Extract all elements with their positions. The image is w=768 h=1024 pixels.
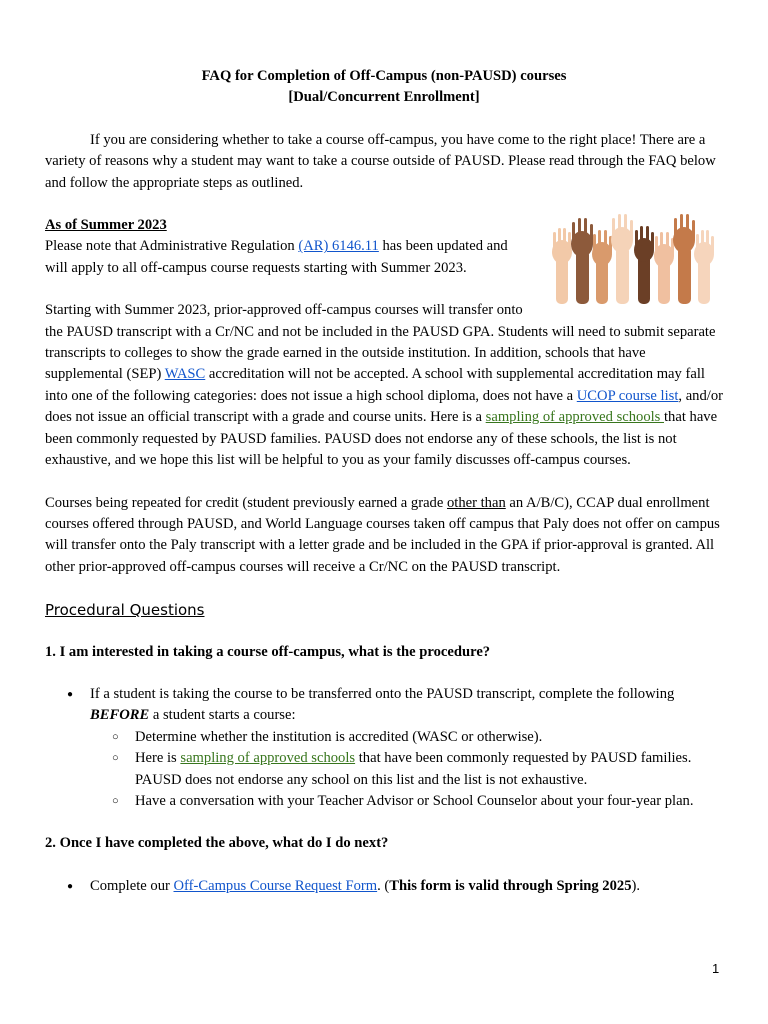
- sampling-approved-schools-link-2[interactable]: sampling of approved schools: [180, 750, 356, 767]
- repeat-courses-paragraph: Courses being repeated for credit (student previously earned a grade other than an A/B/C), CCAP dual enrollment courses offered through PAUSD, and World Language courses taken off campus that Paly does not offer on campus will transfer onto the Paly transcript with a letter grade and be included in the GPA if prior-approval is granted. All other prior-approved off-campus courses will receive a Cr/NC on the PAUSD transcript.: [45, 494, 720, 575]
- page-number: 1: [712, 961, 720, 976]
- list-item: ● If a student is taking the course to be transferred onto the PAUSD transcript, complete the following BEFORE a student starts a course: ○ Determine whether the institution is accredited (WASC or otherwise). ○ Here is sampling of approved schools that have been commonly requested by PAUSD families. PAUSD does not endorse any school on this list and the list is not exhaustive. ○ Have a conversation with your Teacher Advisor or School Counselor about your four-year plan.: [45, 684, 723, 812]
- raised-hands-icon: [552, 214, 714, 304]
- list-item: ○ Determine whether the institution is accredited (WASC or otherwise).: [90, 727, 723, 748]
- sampling-approved-schools-link[interactable]: sampling of approved schools: [485, 409, 664, 426]
- list-item: ● Complete our Off-Campus Course Request Form. (This form is valid through Spring 2025).: [45, 876, 723, 897]
- document-title-line2: [Dual/Concurrent Enrollment]: [288, 89, 480, 106]
- ucop-course-list-link[interactable]: UCOP course list: [576, 387, 679, 404]
- question-1-list: [45, 684, 723, 812]
- intro-paragraph: If you are considering whether to take a course off-campus, you have come to the right place! There are a variety of reasons why a student may want to take a course outside of PAUSD. Please read through the FAQ below and follow the appropriate steps as outlined.: [45, 131, 716, 191]
- question-2: 2. Once I have completed the above, what do I do next?: [45, 835, 389, 852]
- wasc-link[interactable]: WASC: [164, 366, 206, 383]
- question-1: 1. I am interested in taking a course off-campus, what is the procedure?: [45, 643, 491, 660]
- summer-note: Please note that Administrative Regulation (AR) 6146.11 has been updated and will apply to all off-campus course requests starting with Summer 2023.: [45, 238, 508, 276]
- question-1-sublist: [90, 727, 723, 813]
- transfer-paragraph: Starting with Summer 2023, prior-approved off-campus courses will transfer onto the PAUSD transcript with a Cr/NC and not be included in the PAUSD GPA. Students will need to submit separate transcripts to colleges to show the grade earned in the outside institution. In addition, schools that have supplemental (SEP) WASC accreditation will not be accepted. A school with supplemental accreditation may fall into one of the following categories: does not issue a high school diploma, does not have a UCOP course list, and/or does not issue an official transcript with a grade and course units. Here is a sampling of approved schools that have been commonly requested by PAUSD families. PAUSD does not endorse any of these schools, the list is not exhaustive, and we hope this list will be helpful to you as your family discusses off-campus courses.: [45, 302, 723, 469]
- document-title-line1: FAQ for Completion of Off-Campus (non-PAUSD) courses: [201, 68, 567, 84]
- list-item: ○ Here is sampling of approved schools that have been commonly requested by PAUSD families. PAUSD does not endorse any school on this list and the list is not exhaustive.: [90, 748, 723, 791]
- question-2-list: [45, 876, 723, 897]
- summer-heading: As of Summer 2023: [45, 217, 167, 234]
- document-page: [45, 66, 723, 897]
- off-campus-request-form-link[interactable]: Off-Campus Course Request Form: [173, 877, 378, 894]
- list-item: ○ Have a conversation with your Teacher Advisor or School Counselor about your four-year plan.: [90, 791, 723, 812]
- procedural-questions-heading: Procedural Questions: [45, 601, 205, 620]
- ar-6146-link[interactable]: (AR) 6146.11: [298, 238, 379, 255]
- raised-hands-image: [548, 212, 716, 304]
